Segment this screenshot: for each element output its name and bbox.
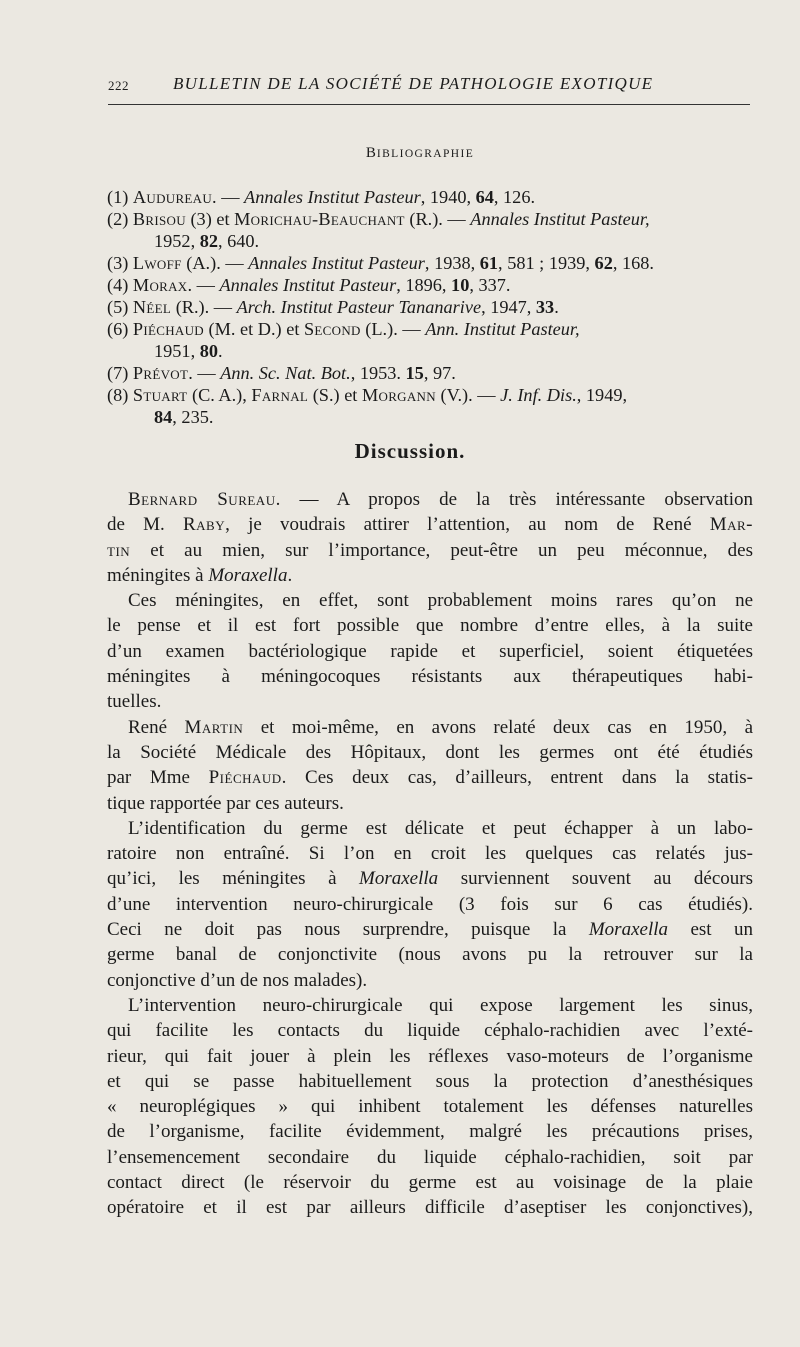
paragraph: Ces méningites, en effet, sont probablement moins rares qu’on ne le pense et il est fort possible que nombre d’entre elles, à la suite d’un examen bactériologique rapide et superficiel, soient étiquetées méningites à méningocoques résistants aux thérapeutiques habi- tuelles. <box>107 590 753 713</box>
paragraph: L’intervention neuro-chirurgicale qui expose largement les sinus, qui facilite les contacts du liquide céphalo-rachidien avec l’exté- rieur, qui fait jouer à plein les réflexes vaso-moteurs de l’organisme et qui se passe habituellement sous la protection d’anesthésiques « neuroplégiques » qui inhibent totalement les défenses naturelles de l’organisme, facilite évidemment, malgré les précautions prises, l’ensemencement secondaire du liquide céphalo-rachidien, soit par contact direct (le réservoir du germe est au voisinage de la plaie opératoire et il est par ailleurs difficile d’aseptiser les conjonctives), <box>107 994 753 1219</box>
reference-item: (8) Stuart (C. A.), Farnal (S.) et Morgann (V.). — J. Inf. Dis., 1949, 84, 235. <box>107 385 628 427</box>
reference-item: (7) Prévot. — Ann. Sc. Nat. Bot., 1953. 15, 97. <box>107 363 456 383</box>
speaker-name: Bernard Sureau <box>128 489 276 510</box>
running-title: BULLETIN DE LA SOCIÉTÉ DE PATHOLOGIE EXOTIQUE <box>173 74 654 93</box>
discussion-body <box>107 487 753 1221</box>
reference-item: (5) Néel (R.). — Arch. Institut Pasteur Tananarive, 1947, 33. <box>107 297 559 317</box>
page-number: 222 <box>108 78 129 93</box>
reference-list <box>107 186 753 428</box>
discussion-heading: Discussion. <box>354 439 466 463</box>
paragraph: L’identification du germe est délicate et peut échapper à un labo- ratoire non entraîné. Si l’on en croit les quelques cas relatés jus- qu’ici, les méningites à Moraxella surviennent souvent au décours d’une intervention neuro-chirurgicale (3 fois sur 6 cas étudiés). Ceci ne doit pas nous surprendre, puisque la Moraxella est un germe banal de conjonctivite (nous avons pu la retrouver sur la conjonctive d’un de nos malades). <box>107 817 753 991</box>
paragraph: René Martin et moi-même, en avons relaté deux cas en 1950, à la Société Médicale des Hôpitaux, dont les germes ont été étudiés par Mme Piéchaud. Ces deux cas, d’ailleurs, entrent dans la statis- tique rapportée par ces auteurs. <box>107 716 753 814</box>
reference-item: (4) Morax. — Annales Institut Pasteur, 1896, 10, 337. <box>107 275 511 295</box>
running-header <box>108 74 750 104</box>
reference-item: (3) Lwoff (A.). — Annales Institut Pasteur, 1938, 61, 581 ; 1939, 62, 168. <box>107 253 654 273</box>
reference-item: (1) Audureau. — Annales Institut Pasteur, 1940, 64, 126. <box>107 187 536 207</box>
reference-item: (6) Piéchaud (M. et D.) et Second (L.). — Ann. Institut Pasteur, 1951, 80. <box>107 319 580 361</box>
paragraph: Bernard Sureau. — A propos de la très intéressante observation de M. Raby, je voudrais attirer l’attention, au nom de René Mar- tin et au mien, sur l’importance, peut-être un peu méconnue, des méningites à Moraxella. <box>107 489 753 586</box>
reference-item: (2) Brisou (3) et Morichau-Beauchant (R.). — Annales Institut Pasteur, 1952, 82, 640. <box>107 209 650 251</box>
header-rule <box>108 104 750 105</box>
bibliography-heading: BIBLIOGRAPHIE <box>365 145 475 161</box>
